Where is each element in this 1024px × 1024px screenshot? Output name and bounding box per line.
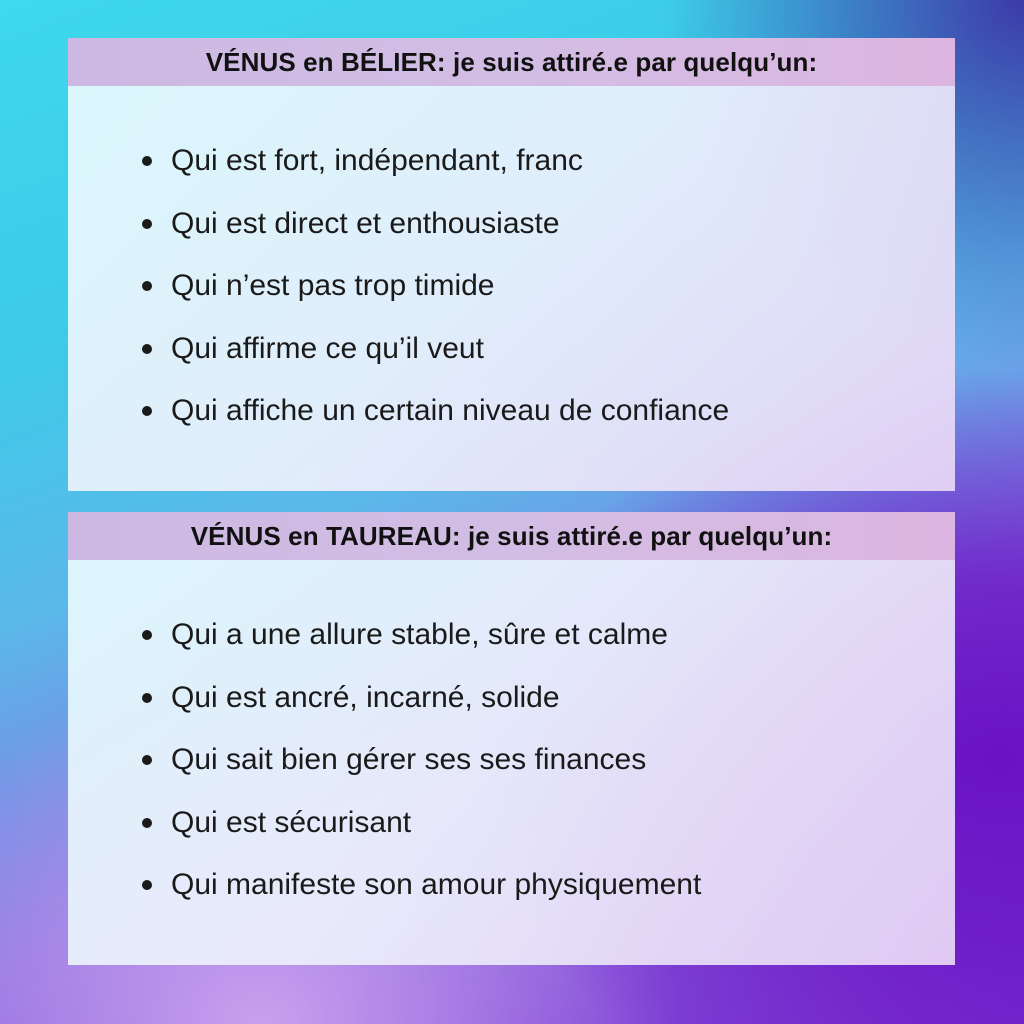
list-item [68, 604, 955, 667]
list-item [68, 380, 955, 443]
bullet-icon [142, 219, 152, 229]
trait-list [68, 130, 955, 443]
bullet-icon [142, 156, 152, 166]
list-item-text: Qui est direct et enthousiaste [171, 206, 560, 240]
trait-list [68, 604, 955, 917]
bullet-icon [142, 755, 152, 765]
list-item [68, 255, 955, 318]
list-item [68, 729, 955, 792]
list-item-text: Qui affirme ce qu’il veut [171, 331, 484, 365]
card-title: VÉNUS en BÉLIER: je suis attiré.e par quelqu’un: [205, 46, 818, 77]
card-header [68, 512, 955, 560]
list-item-text: Qui est sécurisant [171, 805, 412, 839]
list-item [68, 318, 955, 381]
card-title: VÉNUS en TAUREAU: je suis attiré.e par quelqu’un: [190, 520, 833, 551]
bullet-icon [142, 344, 152, 354]
list-item [68, 854, 955, 917]
list-item-text: Qui est ancré, incarné, solide [171, 680, 560, 714]
list-item [68, 130, 955, 193]
card-header [68, 38, 955, 86]
venus-taureau-card [68, 512, 955, 965]
bullet-icon [142, 880, 152, 890]
bullet-icon [142, 693, 152, 703]
list-item-text: Qui manifeste son amour physiquement [171, 868, 702, 902]
list-item-text: Qui affiche un certain niveau de confiance [171, 394, 730, 428]
list-item [68, 193, 955, 256]
list-item [68, 667, 955, 730]
list-item [68, 792, 955, 855]
bullet-icon [142, 406, 152, 416]
list-item-text: Qui est fort, indépendant, franc [171, 144, 583, 178]
list-item-text: Qui a une allure stable, sûre et calme [171, 618, 668, 652]
bullet-icon [142, 281, 152, 291]
venus-belier-card [68, 38, 955, 491]
bullet-icon [142, 818, 152, 828]
list-item-text: Qui sait bien gérer ses ses finances [171, 743, 647, 777]
bullet-icon [142, 630, 152, 640]
list-item-text: Qui n’est pas trop timide [171, 269, 495, 303]
